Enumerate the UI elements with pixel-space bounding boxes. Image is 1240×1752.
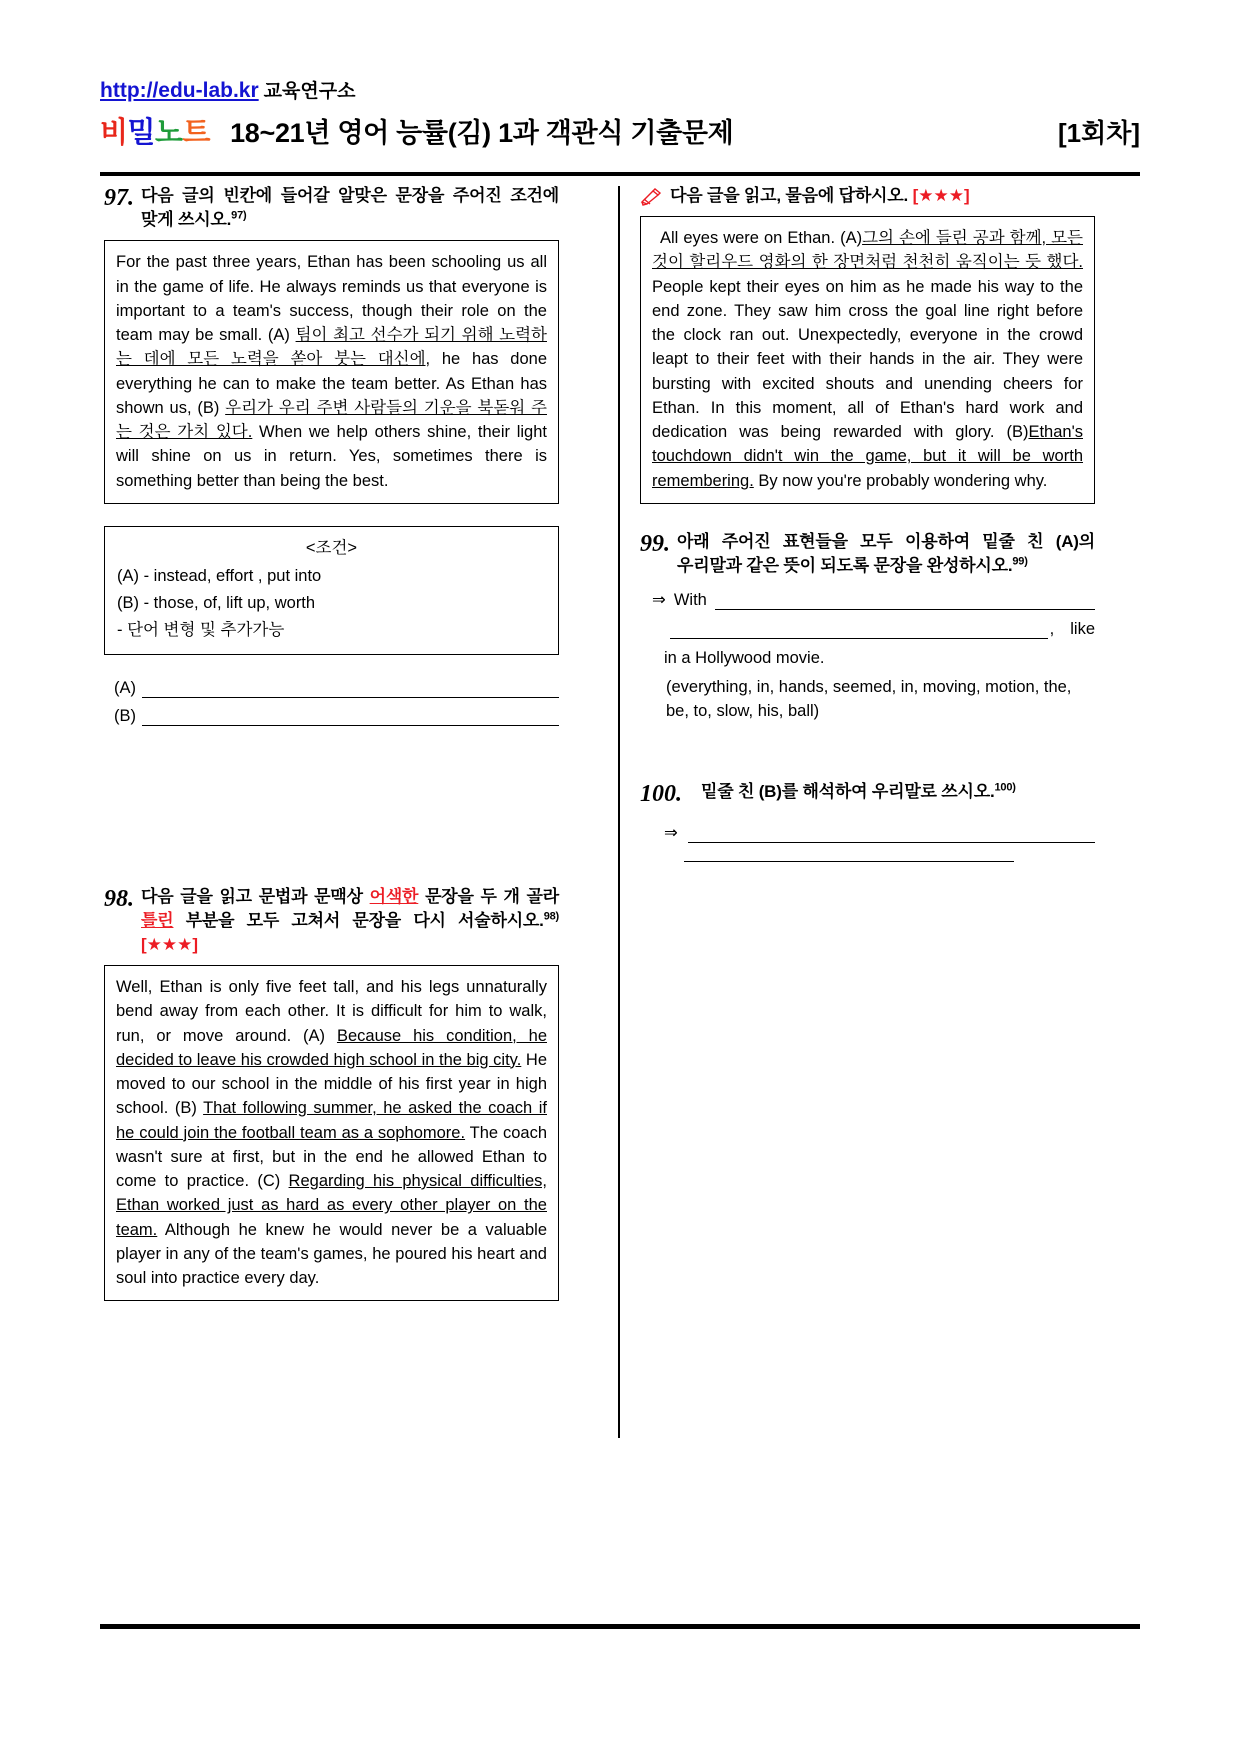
question-99-number: 99. [640, 530, 670, 557]
question-99-blank-1[interactable] [715, 594, 1095, 610]
underlined-run: Ethan's touchdown didn't win the game, but it will be worth remembering. [652, 423, 1083, 490]
question-97-head [104, 184, 559, 232]
site-org-label: 교육연구소 [263, 81, 356, 102]
spacer [104, 735, 559, 885]
underlined-run: That following summer, he asked the coach if he could join the football team as a sophomore. [116, 1099, 547, 1142]
question-97 [104, 184, 559, 726]
reading-passage [640, 216, 1095, 504]
question-98-prompt-part2: 문장을 두 개 골라 [418, 886, 559, 906]
answer-line-a[interactable] [142, 681, 559, 698]
brand-char-1: 비 [100, 117, 128, 150]
question-98-prompt-part1: 다음 글을 읽고 문법과 문맥상 [141, 886, 370, 906]
text-run: He moved to our school in the middle of his first year in high school. (B) [116, 1050, 547, 1118]
text-run: , he has done everything he can to make the team better. As Ethan has shown us, (B) [116, 350, 547, 417]
condition-item: (B) - those, of, lift up, worth [117, 594, 316, 613]
question-99-word-bank: (everything, in, hands, seemed, in, moving, motion, the, be, to, slow, his, ball) [666, 678, 1072, 720]
question-98-number: 98. [104, 885, 134, 912]
condition-item: - 단어 변형 및 추가가능 [117, 620, 285, 639]
question-99-answer-row-2 [640, 620, 1095, 639]
arrow-icon: ⇒ [652, 591, 666, 610]
brand-logo [100, 110, 210, 151]
spacer [640, 728, 1095, 780]
question-100 [640, 780, 1095, 862]
reading-instruction-prompt: 다음 글을 읽고, 물음에 답하시오. [670, 186, 909, 205]
question-98-prompt [141, 885, 559, 957]
text-run: All eyes were on Ethan. (A) [660, 229, 863, 248]
page-title: 18~21년 영어 능률(김) 1과 객관식 기출문제 [230, 118, 734, 149]
title-line [100, 110, 1140, 151]
pencil-icon [640, 187, 664, 207]
question-99-answer-row-1 [640, 590, 1095, 610]
site-url-link[interactable]: http://edu-lab.kr [100, 79, 259, 102]
question-99-head [640, 530, 1095, 578]
question-100-number: 100. [640, 780, 682, 807]
question-99-like-word: like [1070, 620, 1095, 639]
text-run: When we help others shine, their light will shine on us in return. Yes, sometimes there is something better than being the best. [116, 423, 547, 490]
question-100-prompt [701, 780, 1095, 804]
text-run: Although he knew he would never be a valuable player in any of the team's games, he poured his heart and soul into practice every day. [116, 1220, 547, 1287]
reading-difficulty-stars: [★★★] [912, 186, 970, 205]
condition-item: (A) - instead, effort , put into [117, 567, 322, 586]
site-line [100, 78, 1140, 104]
text-run: People kept their eyes on him as he made his way to the end zone. They saw him cross the goal line right before the clock ran out. Unexpectedly, everyone in the crowd leapt to their feet with their hands in the air. They were bursting with excited shouts and unending cheers for Ethan. In this moment, all of Ethan's hard work and dedication was being rewarded with glory. (B) [652, 277, 1083, 442]
question-100-answer-row [640, 823, 1095, 843]
condition-title: <조건> [305, 538, 358, 557]
question-99-footnote: 99) [1012, 555, 1028, 568]
underlined-run: Regarding his physical difficulties, Ethan worked just as hard as every other player on the team. [116, 1172, 547, 1239]
column-divider [618, 186, 620, 1438]
answer-label-b: (B) [114, 706, 136, 725]
question-98 [104, 885, 559, 1302]
question-97-footnote: 97) [231, 209, 247, 222]
underlined-run: 그의 손에 들린 공과 함께, 모든 것이 할리우드 영화의 한 장면처럼 천천히 움직이는 듯 했다. [652, 229, 1083, 272]
question-97-answer-block [104, 679, 559, 726]
brand-char-2: 밀 [127, 117, 156, 150]
answer-row-a [114, 679, 559, 698]
question-100-footnote: 100) [994, 781, 1016, 794]
question-98-passage [104, 965, 559, 1301]
question-99-prompt [677, 530, 1095, 578]
question-98-highlight-2: 틀린 [141, 910, 174, 930]
underlined-run: Because his condition, he decided to leave his crowded high school in the big city. [116, 1026, 547, 1069]
underlined-run: 우리가 우리 주변 사람들의 기운을 북돋워 주는 것은 가치 있다. [116, 398, 547, 441]
masthead [100, 78, 1140, 151]
question-100-prompt-bold: (B) [758, 781, 782, 801]
right-column [640, 184, 1095, 866]
reading-instruction-text [670, 184, 1095, 208]
question-98-footnote: 98) [543, 910, 559, 923]
question-98-prompt-part3: 부분을 모두 고쳐서 문장을 다시 서술하시오. [173, 910, 544, 930]
underlined-run: 팀이 최고 선수가 되기 위해 노력하는 데에 모든 노력을 쏟아 붓는 대신에 [116, 326, 547, 369]
question-99-blank-2[interactable] [670, 623, 1048, 639]
question-97-passage [104, 240, 559, 504]
question-100-head [640, 780, 1095, 809]
text-run: For the past three years, Ethan has been schooling us all in the game of life. He always reminds us that everyone is important to a team's success, though their role on the team may be small. (A) [116, 253, 547, 344]
brand-char-3: 노 [155, 117, 183, 150]
question-100-blank-1[interactable] [688, 827, 1095, 843]
answer-row-b [114, 707, 559, 726]
question-100-prompt-part1: 밑줄 친 [701, 781, 759, 801]
question-98-difficulty-stars: [★★★] [141, 934, 199, 954]
question-100-blank-2[interactable] [684, 859, 1014, 862]
question-97-prompt [141, 184, 559, 232]
text-run: Well, Ethan is only five feet tall, and his legs unnaturally bend away from each other. It is difficult for him to walk, run, or move around. (A) [116, 978, 547, 1045]
answer-line-b[interactable] [142, 709, 559, 726]
text-run: The coach wasn't sure at first, but in the end he allowed Ethan to come to practice. (C) [116, 1123, 547, 1190]
answer-label-a: (A) [114, 678, 136, 697]
round-badge: [1회차] [1057, 118, 1140, 149]
arrow-icon: ⇒ [664, 824, 678, 843]
question-99-prompt-text: 아래 주어진 표현들을 모두 이용하여 밑줄 친 (A)의 우리말과 같은 뜻이 되도록 문장을 완성하시오. [677, 531, 1095, 575]
footer-rule [100, 1624, 1140, 1629]
text-run: By now you're probably wondering why. [753, 471, 1048, 490]
question-97-condition-box [104, 526, 559, 655]
question-99-comma: , [1049, 620, 1055, 639]
question-97-number: 97. [104, 185, 134, 211]
brand-char-4: 트 [182, 117, 211, 150]
reading-instruction-head [640, 184, 1095, 208]
left-column [104, 184, 559, 1305]
question-99-tail-text: in a Hollywood movie. [664, 649, 825, 668]
question-99 [640, 530, 1095, 724]
header-divider-rule [100, 172, 1140, 176]
question-98-highlight-1: 어색한 [369, 886, 419, 906]
question-99-start-word: With [673, 591, 707, 610]
question-100-prompt-part2: 를 해석하여 우리말로 쓰시오. [781, 781, 995, 801]
question-98-head [104, 885, 559, 957]
question-97-prompt-text: 다음 글의 빈칸에 들어갈 알맞은 문장을 주어진 조건에 맞게 쓰시오. [141, 186, 559, 230]
